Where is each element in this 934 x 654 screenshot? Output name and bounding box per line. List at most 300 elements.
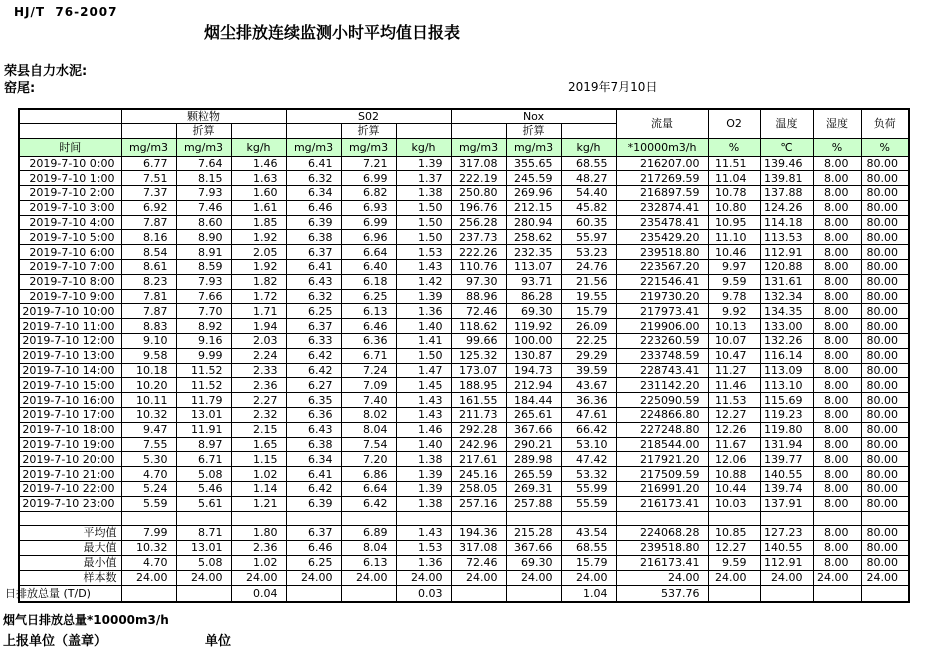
value-cell: 88.96 xyxy=(451,289,506,304)
value-cell: 6.93 xyxy=(341,200,396,215)
unit-cell: % xyxy=(708,138,760,156)
row-label-cell: 2019-7-10 2:00 xyxy=(19,186,121,201)
value-cell: 9.58 xyxy=(121,348,176,363)
value-cell xyxy=(708,511,760,525)
value-cell: 1.43 xyxy=(396,393,451,408)
value-cell: 6.99 xyxy=(341,171,396,186)
units-header-row xyxy=(19,138,909,156)
value-cell: 7.21 xyxy=(341,156,396,171)
value-cell: 2.27 xyxy=(231,393,286,408)
col-header-flow: 流量 xyxy=(616,109,708,138)
value-cell: 60.35 xyxy=(561,215,616,230)
value-cell: 26.09 xyxy=(561,319,616,334)
value-cell: 80.00 xyxy=(861,452,909,467)
row-label-cell: 样本数 xyxy=(19,570,121,585)
value-cell: 2.33 xyxy=(231,363,286,378)
value-cell: 2.36 xyxy=(231,378,286,393)
value-cell: 8.00 xyxy=(813,260,861,275)
value-cell: 8.00 xyxy=(813,363,861,378)
value-cell: 131.61 xyxy=(760,274,813,289)
value-cell: 224866.80 xyxy=(616,408,708,423)
value-cell: 127.23 xyxy=(760,525,813,540)
value-cell: 6.38 xyxy=(286,437,341,452)
value-cell xyxy=(176,585,231,602)
value-cell: 10.95 xyxy=(708,215,760,230)
value-cell: 10.13 xyxy=(708,319,760,334)
value-cell: 4.70 xyxy=(121,555,176,570)
value-cell: 99.66 xyxy=(451,334,506,349)
value-cell: 80.00 xyxy=(861,200,909,215)
table-row xyxy=(19,260,909,275)
report-unit-label: 上报单位（盖章） xyxy=(3,634,108,649)
value-cell: 11.10 xyxy=(708,230,760,245)
table-row xyxy=(19,304,909,319)
value-cell: 80.00 xyxy=(861,245,909,260)
value-cell: 1.38 xyxy=(396,452,451,467)
value-cell: 140.55 xyxy=(760,467,813,482)
value-cell: 265.61 xyxy=(506,408,561,423)
value-cell: 6.82 xyxy=(341,186,396,201)
value-cell: 292.28 xyxy=(451,422,506,437)
value-cell: 215.28 xyxy=(506,525,561,540)
value-cell: 11.53 xyxy=(708,393,760,408)
value-cell: 6.34 xyxy=(286,186,341,201)
value-cell: 43.67 xyxy=(561,378,616,393)
value-cell: 245.59 xyxy=(506,171,561,186)
value-cell: 80.00 xyxy=(861,215,909,230)
value-cell: 114.18 xyxy=(760,215,813,230)
value-cell: 10.78 xyxy=(708,186,760,201)
value-cell: 242.96 xyxy=(451,437,506,452)
value-cell: 280.94 xyxy=(506,215,561,230)
value-cell: 113.07 xyxy=(506,260,561,275)
value-cell: 13.01 xyxy=(176,540,231,555)
value-cell: 217973.41 xyxy=(616,304,708,319)
value-cell: 6.42 xyxy=(286,482,341,497)
value-cell xyxy=(506,511,561,525)
value-cell: 139.77 xyxy=(760,452,813,467)
value-cell: 1.46 xyxy=(396,422,451,437)
value-cell: 10.32 xyxy=(121,408,176,423)
value-cell: 55.97 xyxy=(561,230,616,245)
value-cell: 8.00 xyxy=(813,467,861,482)
value-cell: 1.72 xyxy=(231,289,286,304)
value-cell: 6.32 xyxy=(286,171,341,186)
table-row xyxy=(19,540,909,555)
value-cell: 8.00 xyxy=(813,378,861,393)
unit-cell: mg/m3 xyxy=(506,138,561,156)
value-cell: 6.41 xyxy=(286,260,341,275)
value-cell: 235429.20 xyxy=(616,230,708,245)
value-cell: 8.00 xyxy=(813,393,861,408)
value-cell xyxy=(341,511,396,525)
group-header-nox: Nox xyxy=(451,109,616,123)
value-cell xyxy=(760,511,813,525)
value-cell: 1.45 xyxy=(396,378,451,393)
blank-cell xyxy=(121,123,176,138)
value-cell: 113.10 xyxy=(760,378,813,393)
value-cell: 5.61 xyxy=(176,496,231,511)
value-cell: 54.40 xyxy=(561,186,616,201)
value-cell: 132.34 xyxy=(760,289,813,304)
value-cell: 12.26 xyxy=(708,422,760,437)
value-cell: 8.61 xyxy=(121,260,176,275)
table-row xyxy=(19,585,909,602)
value-cell: 222.19 xyxy=(451,171,506,186)
value-cell: 45.82 xyxy=(561,200,616,215)
value-cell: 80.00 xyxy=(861,408,909,423)
value-cell: 5.46 xyxy=(176,482,231,497)
table-row xyxy=(19,363,909,378)
value-cell: 367.66 xyxy=(506,540,561,555)
value-cell: 7.87 xyxy=(121,304,176,319)
value-cell: 1.60 xyxy=(231,186,286,201)
table-row xyxy=(19,570,909,585)
row-label-cell: 平均值 xyxy=(19,525,121,540)
value-cell: 231142.20 xyxy=(616,378,708,393)
table-row xyxy=(19,171,909,186)
value-cell: 1.85 xyxy=(231,215,286,230)
value-cell: 19.55 xyxy=(561,289,616,304)
value-cell: 0.03 xyxy=(396,585,451,602)
value-cell: 8.00 xyxy=(813,200,861,215)
value-cell: 212.94 xyxy=(506,378,561,393)
value-cell: 47.61 xyxy=(561,408,616,423)
value-cell: 93.71 xyxy=(506,274,561,289)
time-header: 时间 xyxy=(19,138,121,156)
col-header-humidity: 湿度 xyxy=(813,109,861,138)
value-cell: 24.00 xyxy=(341,570,396,585)
value-cell: 134.35 xyxy=(760,304,813,319)
value-cell: 217921.20 xyxy=(616,452,708,467)
value-cell xyxy=(286,585,341,602)
value-cell: 80.00 xyxy=(861,422,909,437)
table-row xyxy=(19,437,909,452)
value-cell xyxy=(341,585,396,602)
value-cell: 80.00 xyxy=(861,348,909,363)
value-cell: 1.40 xyxy=(396,437,451,452)
value-cell: 7.51 xyxy=(121,171,176,186)
value-cell: 55.99 xyxy=(561,482,616,497)
value-cell: 68.55 xyxy=(561,156,616,171)
value-cell: 1.65 xyxy=(231,437,286,452)
row-label-cell: 2019-7-10 20:00 xyxy=(19,452,121,467)
value-cell: 233748.59 xyxy=(616,348,708,363)
value-cell: 80.00 xyxy=(861,496,909,511)
table-row xyxy=(19,319,909,334)
row-label-cell: 2019-7-10 18:00 xyxy=(19,422,121,437)
value-cell: 80.00 xyxy=(861,289,909,304)
value-cell: 9.99 xyxy=(176,348,231,363)
value-cell: 39.59 xyxy=(561,363,616,378)
value-cell: 1.82 xyxy=(231,274,286,289)
value-cell: 1.41 xyxy=(396,334,451,349)
value-cell: 1.50 xyxy=(396,348,451,363)
value-cell: 10.32 xyxy=(121,540,176,555)
value-cell: 212.15 xyxy=(506,200,561,215)
table-row xyxy=(19,156,909,171)
value-cell: 8.83 xyxy=(121,319,176,334)
value-cell: 53.10 xyxy=(561,437,616,452)
value-cell xyxy=(396,511,451,525)
value-cell xyxy=(708,585,760,602)
value-cell: 216173.41 xyxy=(616,555,708,570)
value-cell: 24.00 xyxy=(286,570,341,585)
value-cell: 6.42 xyxy=(341,496,396,511)
value-cell: 7.70 xyxy=(176,304,231,319)
value-cell: 8.00 xyxy=(813,215,861,230)
value-cell: 216991.20 xyxy=(616,482,708,497)
value-cell: 8.00 xyxy=(813,186,861,201)
data-rows xyxy=(19,156,909,525)
value-cell: 1.02 xyxy=(231,555,286,570)
value-cell: 6.71 xyxy=(341,348,396,363)
value-cell: 10.18 xyxy=(121,363,176,378)
row-label-cell: 2019-7-10 3:00 xyxy=(19,200,121,215)
value-cell: 139.81 xyxy=(760,171,813,186)
value-cell: 131.94 xyxy=(760,437,813,452)
value-cell xyxy=(861,511,909,525)
value-cell: 8.97 xyxy=(176,437,231,452)
value-cell: 1.02 xyxy=(231,467,286,482)
value-cell xyxy=(813,511,861,525)
row-label-cell: 2019-7-10 12:00 xyxy=(19,334,121,349)
unit-cell: mg/m3 xyxy=(341,138,396,156)
value-cell: 1.53 xyxy=(396,245,451,260)
converted-label: 折算 xyxy=(341,123,396,138)
value-cell: 6.37 xyxy=(286,319,341,334)
value-cell: 119.92 xyxy=(506,319,561,334)
value-cell: 8.00 xyxy=(813,304,861,319)
value-cell: 6.41 xyxy=(286,467,341,482)
value-cell: 10.47 xyxy=(708,348,760,363)
value-cell: 118.62 xyxy=(451,319,506,334)
value-cell: 1.39 xyxy=(396,482,451,497)
value-cell: 188.95 xyxy=(451,378,506,393)
table-row xyxy=(19,467,909,482)
value-cell: 6.40 xyxy=(341,260,396,275)
value-cell: 80.00 xyxy=(861,319,909,334)
value-cell: 317.08 xyxy=(451,156,506,171)
value-cell xyxy=(451,585,506,602)
row-label-cell xyxy=(19,511,121,525)
value-cell: 43.54 xyxy=(561,525,616,540)
value-cell: 6.37 xyxy=(286,525,341,540)
value-cell: 219730.20 xyxy=(616,289,708,304)
value-cell: 257.88 xyxy=(506,496,561,511)
value-cell: 8.00 xyxy=(813,334,861,349)
value-cell xyxy=(231,511,286,525)
value-cell: 80.00 xyxy=(861,482,909,497)
value-cell: 6.89 xyxy=(341,525,396,540)
value-cell: 6.32 xyxy=(286,289,341,304)
value-cell: 1.50 xyxy=(396,215,451,230)
row-label-cell: 2019-7-10 6:00 xyxy=(19,245,121,260)
value-cell: 24.00 xyxy=(813,570,861,585)
table-row xyxy=(19,274,909,289)
value-cell: 235478.41 xyxy=(616,215,708,230)
value-cell: 6.96 xyxy=(341,230,396,245)
value-cell: 9.10 xyxy=(121,334,176,349)
unit-cell: kg/h xyxy=(396,138,451,156)
table-row xyxy=(19,245,909,260)
value-cell xyxy=(451,511,506,525)
row-label-cell: 2019-7-10 23:00 xyxy=(19,496,121,511)
value-cell: 194.73 xyxy=(506,363,561,378)
value-cell: 112.91 xyxy=(760,555,813,570)
unit-cell: kg/h xyxy=(561,138,616,156)
value-cell: 4.70 xyxy=(121,467,176,482)
value-cell: 1.63 xyxy=(231,171,286,186)
value-cell: 7.66 xyxy=(176,289,231,304)
value-cell: 8.04 xyxy=(341,422,396,437)
value-cell: 132.26 xyxy=(760,334,813,349)
blank-cell xyxy=(561,123,616,138)
value-cell: 221546.41 xyxy=(616,274,708,289)
value-cell: 8.00 xyxy=(813,540,861,555)
table-row xyxy=(19,482,909,497)
value-cell: 80.00 xyxy=(861,378,909,393)
value-cell: 216173.41 xyxy=(616,496,708,511)
value-cell: 80.00 xyxy=(861,230,909,245)
value-cell: 133.00 xyxy=(760,319,813,334)
value-cell: 6.46 xyxy=(286,540,341,555)
col-header-load: 负荷 xyxy=(861,109,909,138)
value-cell: 9.78 xyxy=(708,289,760,304)
monitor-location: 窑尾: xyxy=(4,81,36,96)
value-cell: 239518.80 xyxy=(616,540,708,555)
row-label-cell: 2019-7-10 14:00 xyxy=(19,363,121,378)
value-cell: 8.54 xyxy=(121,245,176,260)
value-cell: 72.46 xyxy=(451,304,506,319)
value-cell: 8.00 xyxy=(813,156,861,171)
page-title: 烟尘排放连续监测小时平均值日报表 xyxy=(204,23,461,42)
value-cell: 113.53 xyxy=(760,230,813,245)
value-cell: 24.00 xyxy=(121,570,176,585)
value-cell: 8.90 xyxy=(176,230,231,245)
value-cell: 225090.59 xyxy=(616,393,708,408)
value-cell: 269.31 xyxy=(506,482,561,497)
value-cell: 6.25 xyxy=(286,555,341,570)
value-cell: 1.43 xyxy=(396,525,451,540)
value-cell: 227248.80 xyxy=(616,422,708,437)
value-cell: 9.59 xyxy=(708,555,760,570)
table-row xyxy=(19,393,909,408)
value-cell: 24.00 xyxy=(231,570,286,585)
blank-cell xyxy=(286,123,341,138)
value-cell: 2.03 xyxy=(231,334,286,349)
value-cell: 80.00 xyxy=(861,363,909,378)
value-cell: 1.43 xyxy=(396,260,451,275)
value-cell: 7.55 xyxy=(121,437,176,452)
value-cell: 5.24 xyxy=(121,482,176,497)
value-cell: 250.80 xyxy=(451,186,506,201)
value-cell: 6.99 xyxy=(341,215,396,230)
value-cell: 69.30 xyxy=(506,304,561,319)
col-header-temp: 温度 xyxy=(760,109,813,138)
value-cell: 1.21 xyxy=(231,496,286,511)
value-cell: 80.00 xyxy=(861,555,909,570)
table-row xyxy=(19,511,909,525)
value-cell: 97.30 xyxy=(451,274,506,289)
value-cell: 6.36 xyxy=(341,334,396,349)
value-cell: 8.16 xyxy=(121,230,176,245)
value-cell: 256.28 xyxy=(451,215,506,230)
value-cell: 12.27 xyxy=(708,540,760,555)
value-cell: 24.00 xyxy=(708,570,760,585)
row-label-cell: 2019-7-10 22:00 xyxy=(19,482,121,497)
value-cell: 9.47 xyxy=(121,422,176,437)
value-cell: 1.50 xyxy=(396,200,451,215)
value-cell: 29.29 xyxy=(561,348,616,363)
value-cell: 9.16 xyxy=(176,334,231,349)
value-cell: 116.14 xyxy=(760,348,813,363)
unit-cell: mg/m3 xyxy=(121,138,176,156)
value-cell: 8.91 xyxy=(176,245,231,260)
value-cell: 8.00 xyxy=(813,555,861,570)
value-cell: 11.51 xyxy=(708,156,760,171)
value-cell: 110.76 xyxy=(451,260,506,275)
value-cell: 265.59 xyxy=(506,467,561,482)
unit-cell: mg/m3 xyxy=(176,138,231,156)
row-label-cell: 2019-7-10 16:00 xyxy=(19,393,121,408)
value-cell: 1.37 xyxy=(396,171,451,186)
value-cell: 6.33 xyxy=(286,334,341,349)
table-row xyxy=(19,378,909,393)
value-cell: 6.25 xyxy=(341,289,396,304)
value-cell: 1.46 xyxy=(231,156,286,171)
value-cell: 100.00 xyxy=(506,334,561,349)
unit-cell: % xyxy=(861,138,909,156)
value-cell: 115.69 xyxy=(760,393,813,408)
value-cell: 7.24 xyxy=(341,363,396,378)
value-cell: 194.36 xyxy=(451,525,506,540)
value-cell: 5.08 xyxy=(176,467,231,482)
value-cell: 55.59 xyxy=(561,496,616,511)
value-cell: 6.71 xyxy=(176,452,231,467)
value-cell: 137.88 xyxy=(760,186,813,201)
value-cell: 161.55 xyxy=(451,393,506,408)
value-cell: 2.05 xyxy=(231,245,286,260)
value-cell: 139.46 xyxy=(760,156,813,171)
value-cell: 217509.59 xyxy=(616,467,708,482)
unit-cell: *10000m3/h xyxy=(616,138,708,156)
value-cell: 355.65 xyxy=(506,156,561,171)
row-label-cell: 2019-7-10 13:00 xyxy=(19,348,121,363)
value-cell: 80.00 xyxy=(861,540,909,555)
value-cell: 80.00 xyxy=(861,334,909,349)
blank-cell xyxy=(451,123,506,138)
value-cell: 2.15 xyxy=(231,422,286,437)
value-cell: 80.00 xyxy=(861,393,909,408)
row-label-cell: 2019-7-10 11:00 xyxy=(19,319,121,334)
value-cell: 6.43 xyxy=(286,422,341,437)
converted-label: 折算 xyxy=(176,123,231,138)
value-cell: 1.50 xyxy=(396,230,451,245)
value-cell: 53.23 xyxy=(561,245,616,260)
value-cell: 12.27 xyxy=(708,408,760,423)
row-label-cell: 2019-7-10 7:00 xyxy=(19,260,121,275)
value-cell: 8.00 xyxy=(813,348,861,363)
value-cell: 80.00 xyxy=(861,525,909,540)
row-label-cell: 2019-7-10 1:00 xyxy=(19,171,121,186)
value-cell: 537.76 xyxy=(616,585,708,602)
value-cell: 7.93 xyxy=(176,186,231,201)
value-cell: 24.00 xyxy=(561,570,616,585)
row-label-cell: 2019-7-10 17:00 xyxy=(19,408,121,423)
value-cell: 7.20 xyxy=(341,452,396,467)
value-cell: 8.00 xyxy=(813,437,861,452)
